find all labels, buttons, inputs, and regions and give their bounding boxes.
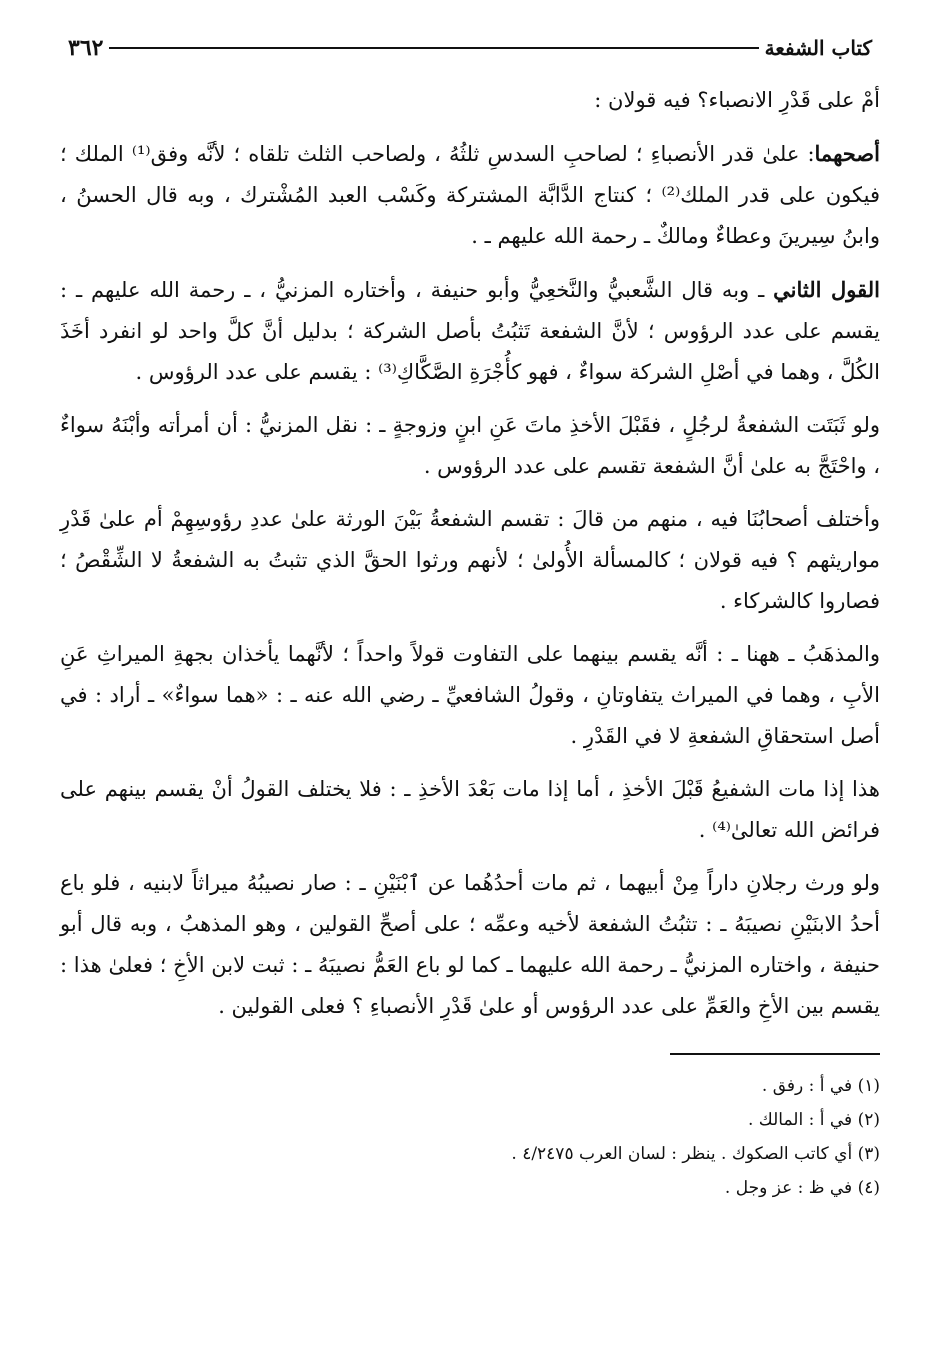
paragraph-2: أصحهما: علىٰ قدر الأنصباءِ ؛ لصاحبِ السدسِ ثلثُهُ ، ولصاحب الثلث تلقاه ؛ لأنَّه وفق⁽¹⁾ الملك ؛ فيكون على قدر الملك⁽²⁾ ؛ كنتاج الدَّابَّة المشتركة وكَسْب العبد المُشْترك ، وبه قال الحسنُ ، وابنُ سِيرينَ وعطاءٌ ومالكٌ ـ رحمة الله عليهم ـ . [60,141,880,248]
footnotes [60,1069,880,1205]
book-title: كتاب الشفعة [764,36,872,60]
paragraph-8: ولو ورث رجلانِ داراً مِنْ أبيهما ، ثم مات أحدُهُما عن ٱبْنَيْنِ ـ : صار نصيبُهُ ميراثاً لابنيه ، فلو باع أحدُ الابنَيْنِ نصيبَهُ ـ : تثبُتُ الشفعة لأخيه وعمِّه ؛ على أصحِّ القولين ، وهو المذهبُ ، وبه قال أبو حنيفة ، واختاره المزنيُّ ـ رحمة الله عليهما ـ كما لو باع العَمُّ نصيبَهُ ـ : ثبت لابن الأخِ ؛ فعلىٰ هذا : يقسم بين الأخِ والعَمِّ على عدد الرؤوس أو علىٰ قَدْرِ الأنصباءِ ؟ فعلى القولين . [60,871,880,1018]
paragraph-lead: أصحهما [814,141,880,166]
paragraph-1: أمْ على قَدْرِ الانصباء؟ فيه قولان : [594,88,880,112]
footnote-separator [670,1053,880,1055]
paragraph-7: هذا إذا مات الشفيعُ قَبْلَ الأخذِ ، أما إذا مات بَعْدَ الأخذِ ـ : فلا يختلف القولُ أنْ يقسم بينهم على فرائض الله تعالىٰ⁽⁴⁾ . [60,777,880,842]
book-page [60,28,880,1205]
paragraph-6: والمذهَبُ ـ ههنا ـ : أنَّه يقسم بينهما على التفاوت قولاً واحداً ؛ لأنَّهما يأخذان بجهةِ الميراثِ عَنِ الأبِ ، وهما في الميراث يتفاوتانِ ، وقولُ الشافعيِّ ـ رضي الله عنه ـ : «هما سواءٌ» ـ أراد : في أصل استحقاقِ الشفعةِ لا في القَدْرِ . [60,642,880,748]
footnote-3: (٣) أي كاتب الصكوك . ينظر : لسان العرب ٤/٢٤٧٥ . [511,1144,880,1164]
footnote-2: (٢) في أ : المالك . [747,1110,880,1130]
page-number: ٣٦٢ [68,35,104,61]
header-rule [109,47,758,49]
paragraph-5: وأختلف أصحابُنَا فيه ، منهم من قالَ : تقسم الشفعةُ بَيْنَ الورثة علىٰ عددِ رؤوسِهِمْ أم علىٰ قَدْرِ مواريثهم ؟ فيه قولان ؛ كالمسألة الأُولىٰ ؛ لأنهم ورثوا الحقَّ الذي تثبتُ به الشفعةُ لا الشِّقْصُ ؛ فصاروا كالشركاء . [60,507,880,613]
footnote-1: (١) في أ : رفق . [761,1076,880,1096]
paragraph-lead: القول الثاني [773,277,880,302]
footnote-4: (٤) في ظ : عز وجل . [724,1178,880,1198]
page-header [60,28,880,68]
paragraph-4: ولو ثَبَتَت الشفعةُ لرجُلٍ ، فقَبْلَ الأخذِ ماتَ عَنِ ابنٍ وزوجةٍ ـ : نقل المزنيُّ : أن أمرأته وأبْنَهُ سواءٌ ، واحْتَجَّ به علىٰ أنَّ الشفعة تقسم على عدد الرؤوس . [60,413,880,478]
page-body [60,80,880,1027]
paragraph-3: القول الثاني ـ وبه قال الشَّعبيُّ والنَّخعِيُّ وأبو حنيفة ، وأختاره المزنيُّ ، ـ رحمة الله عليهم ـ : يقسم على عدد الرؤوس ؛ لأنَّ الشفعة تَثبُتُ بأصل الشركة ؛ بدليل أنَّ كلَّ واحد لو انفرد أخَذَ الكُلَّ ، وهما في أصْلِ الشركة سواءٌ ، فهو كأُجْرَةِ الصَّكَّاكِ⁽³⁾ : يقسم على عدد الرؤوس . [60,277,880,384]
